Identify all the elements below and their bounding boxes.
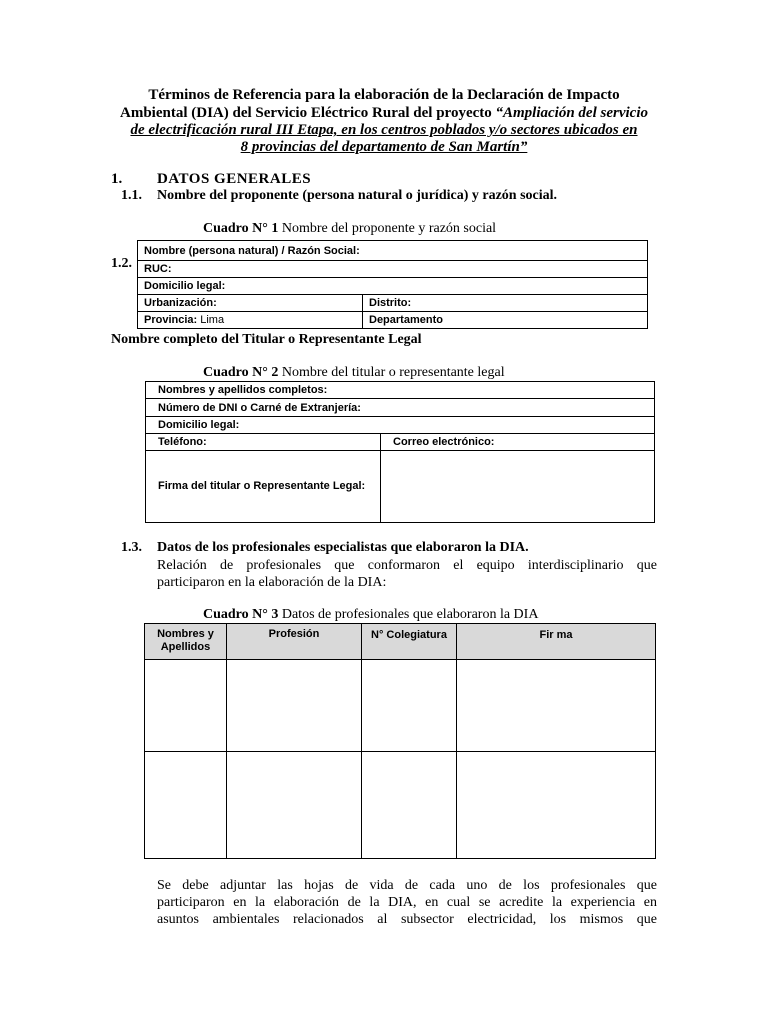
cuadro-1-urbanizacion-cell: Urbanización: bbox=[138, 295, 363, 312]
doc-title-line-4 bbox=[100, 138, 668, 156]
table-row bbox=[146, 399, 655, 417]
section-1-number: 1. bbox=[111, 171, 123, 187]
section-1-1-number: 1.1. bbox=[121, 188, 142, 203]
closing-line-2: participaron en la elaboración de la DIA, en cual se acredite la experiencia en bbox=[157, 895, 657, 910]
cuadro-3-header-profesion: Profesión bbox=[227, 624, 362, 660]
section-1-3-number: 1.3. bbox=[121, 540, 142, 555]
cuadro-2-caption-bold: Cuadro N° 2 bbox=[203, 365, 279, 380]
table-row bbox=[145, 752, 656, 859]
doc-title-text-1: Términos de Referencia para la elaboración de la Declaración de Impacto bbox=[148, 87, 620, 103]
table-row bbox=[146, 417, 655, 434]
table-row bbox=[138, 295, 648, 312]
cuadro-2-firma-cell: Firma del titular o Representante Legal: bbox=[146, 451, 381, 523]
table-row bbox=[138, 241, 648, 261]
cuadro-3-table bbox=[144, 623, 656, 859]
cuadro-2-firma-signature-cell bbox=[381, 451, 655, 523]
cuadro-1-domicilio-cell: Domicilio legal: bbox=[138, 278, 648, 295]
doc-title-text-3: de electrificación rural III Etapa, en los centros poblados y/o sectores ubicados en bbox=[130, 122, 638, 138]
cuadro-1-table bbox=[137, 240, 648, 329]
table-row bbox=[138, 312, 648, 329]
cuadro-3-header-firma: Fir ma bbox=[457, 624, 656, 660]
cuadro-2-dni-cell: Número de DNI o Carné de Extranjería: bbox=[146, 399, 655, 417]
cuadro-2-domicilio-cell: Domicilio legal: bbox=[146, 417, 655, 434]
cuadro-1-provincia-label: Provincia: bbox=[144, 314, 198, 326]
cuadro-3-caption-rest: Datos de profesionales que elaboraron la DIA bbox=[278, 607, 539, 622]
cuadro-1-caption bbox=[203, 221, 496, 237]
cuadro-1-departamento-cell: Departamento bbox=[363, 312, 648, 329]
section-1-1-heading: Nombre del proponente (persona natural o jurídica) y razón social. bbox=[157, 188, 558, 203]
table-cell bbox=[145, 660, 227, 752]
cuadro-3-header-colegiatura: N° Colegiatura bbox=[362, 624, 457, 660]
closing-line-3: asuntos ambientales relacionados al subsector electricidad, los mismos que bbox=[157, 912, 657, 927]
table-row bbox=[146, 434, 655, 451]
cuadro-1-ruc-cell: RUC: bbox=[138, 261, 648, 278]
table-row bbox=[146, 451, 655, 523]
cuadro-1-caption-rest: Nombre del proponente y razón social bbox=[278, 221, 497, 236]
cuadro-2-telefono-cell: Teléfono: bbox=[146, 434, 381, 451]
section-1-2-number: 1.2. bbox=[111, 256, 132, 271]
table-row bbox=[145, 660, 656, 752]
section-1-3-text-line-1: Relación de profesionales que conformaron el equipo interdisciplinario que bbox=[157, 558, 657, 573]
cuadro-3-header-nombres: Nombres y Apellidos bbox=[145, 624, 227, 660]
closing-line-1: Se debe adjuntar las hojas de vida de cada uno de los profesionales que bbox=[157, 878, 657, 893]
cuadro-2-caption-rest: Nombre del titular o representante legal bbox=[278, 365, 505, 380]
cuadro-1-provincia-value: Lima bbox=[197, 314, 225, 326]
doc-title-text-4: 8 provincias del departamento de San Martín” bbox=[240, 139, 528, 155]
table-row bbox=[145, 624, 656, 660]
table-row bbox=[146, 382, 655, 399]
doc-title-text-2a: Ambiental (DIA) del Servicio Eléctrico Rural del proyecto bbox=[120, 105, 496, 121]
cuadro-3-caption-bold: Cuadro N° 3 bbox=[203, 607, 279, 622]
table-row bbox=[138, 261, 648, 278]
table-cell bbox=[457, 660, 656, 752]
titular-heading: Nombre completo del Titular o Representante Legal bbox=[111, 332, 422, 347]
table-cell bbox=[457, 752, 656, 859]
cuadro-3-caption bbox=[203, 607, 538, 623]
doc-title-line-1 bbox=[100, 86, 668, 104]
cuadro-1-provincia-cell bbox=[138, 312, 363, 329]
table-cell bbox=[145, 752, 227, 859]
table-cell bbox=[227, 752, 362, 859]
table-cell bbox=[362, 752, 457, 859]
cuadro-2-caption bbox=[203, 365, 505, 381]
cuadro-2-nombres-cell: Nombres y apellidos completos: bbox=[146, 382, 655, 399]
doc-title-line-3 bbox=[100, 121, 668, 139]
section-1-3-text bbox=[157, 557, 657, 591]
cuadro-1-caption-bold: Cuadro N° 1 bbox=[203, 221, 279, 236]
doc-title-line-2 bbox=[100, 104, 668, 122]
section-1-3-text-line-2: participaron en la elaboración de la DIA: bbox=[157, 575, 387, 590]
section-1-3-heading: Datos de los profesionales especialistas que elaboraron la DIA. bbox=[157, 540, 529, 555]
cuadro-1-name-cell: Nombre (persona natural) / Razón Social: bbox=[138, 241, 648, 261]
table-row bbox=[138, 278, 648, 295]
closing-paragraph bbox=[157, 877, 657, 928]
table-cell bbox=[227, 660, 362, 752]
cuadro-1-distrito-cell: Distrito: bbox=[363, 295, 648, 312]
cuadro-2-table bbox=[145, 381, 655, 523]
section-1-heading: DATOS GENERALES bbox=[157, 171, 312, 187]
cuadro-2-correo-cell: Correo electrónico: bbox=[381, 434, 655, 451]
doc-title-text-2b: “Ampliación del servicio bbox=[495, 105, 648, 121]
table-cell bbox=[362, 660, 457, 752]
